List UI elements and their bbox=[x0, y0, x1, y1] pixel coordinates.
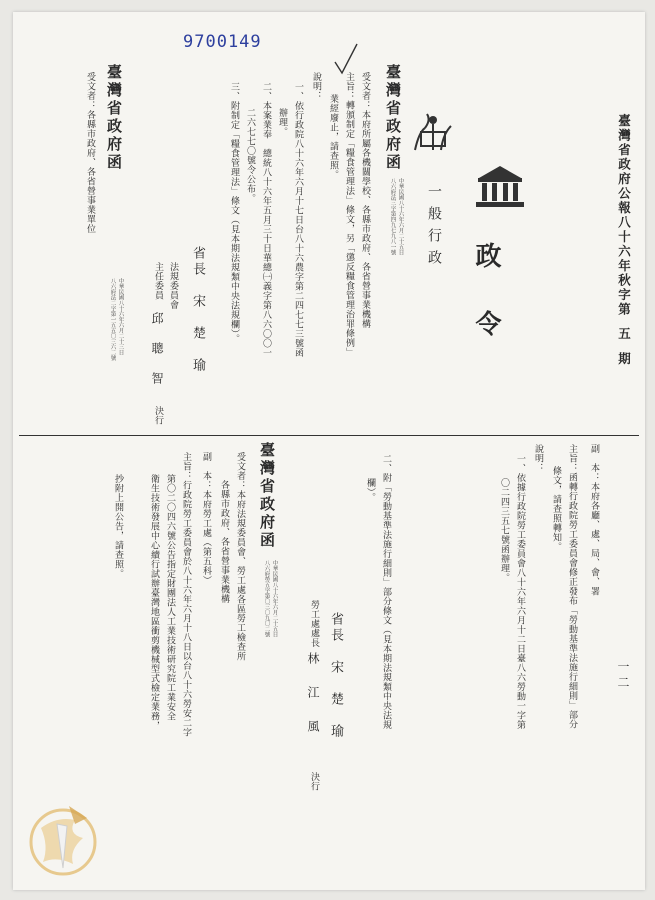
decree3-subject-4: 抄附上開公告，請查照。 bbox=[113, 474, 123, 579]
notice-subject-1: 主旨：函轉行政院勞工委員會修正發布「勞動基準法施行細則」部分 bbox=[567, 444, 577, 729]
notice-governor: 省長 宋 楚 瑜 bbox=[328, 612, 343, 740]
decree3-subject-3: 衛生技術發展中心續行試辦臺灣地區衝剪機械型式檢定業務， bbox=[149, 474, 159, 731]
decree3-date: 中華民國八十六年六月二十五日 bbox=[271, 560, 278, 637]
plant-emblem-icon bbox=[411, 110, 455, 152]
notice-item1-2: 〇二四三五七號函辦理。 bbox=[499, 478, 509, 583]
decree1-chair-label: 主任委員 bbox=[153, 262, 163, 300]
notice-item2-2: 欄）。 bbox=[365, 478, 375, 502]
library-watermark-icon bbox=[23, 798, 103, 878]
decree1-item3: 三、附制定「糧食管理法」條文（見本期法規類中央法規欄）。 bbox=[229, 82, 239, 344]
letter2-date: 中華民國八十六年六月二十三日 bbox=[117, 278, 124, 355]
letter2-recipients: 受文者：各縣市政府、各省營事業單位 bbox=[85, 72, 95, 234]
decree1-subject-1: 主旨：轉頒制定「糧食管理法」條文，另「懲反糧食管理治罪條例」 bbox=[344, 72, 354, 357]
decree3-copy: 副 本：本府勞工處（第五科） bbox=[201, 452, 211, 585]
decree1-proxy: 決行 bbox=[153, 406, 163, 425]
decree1-date: 中華民國八十六年六月二十五日 bbox=[397, 178, 404, 255]
gazette-title: 臺灣省政府公報八十六年秋字第五期 bbox=[616, 114, 632, 366]
decree1-governor: 省長 宋 楚 瑜 bbox=[190, 246, 205, 374]
notice-dept-label: 勞工處處長 bbox=[309, 600, 319, 648]
document-number-stamp: 9700149 bbox=[183, 32, 262, 52]
decree3-issuer: 臺灣省政府函 bbox=[258, 442, 276, 550]
section-title: 政 令 bbox=[471, 242, 501, 344]
notice-explain-label: 說明： bbox=[533, 444, 543, 473]
decree3-recipients-1: 受文者：本府法規委員會、勞工處各區勞工檢查所 bbox=[235, 452, 245, 661]
letter2-ref: 八六府法二字第一五五〇三六二號 bbox=[109, 278, 116, 361]
decree3-subject-1: 主旨：行政院勞工委員會於八十六年六月十八日以台八十六勞安二字 bbox=[181, 452, 191, 737]
decree1-item1-2: 辦理。 bbox=[277, 108, 287, 137]
notice-item2-1: 二、附「勞動基準法施行細則」部分條文（見本期法規類中央法規 bbox=[381, 454, 391, 730]
horizontal-divider bbox=[19, 435, 639, 436]
notice-item1-1: 一、依據行政院勞工委員會八十六年六月十二日臺八六勞動一字第 bbox=[515, 454, 525, 730]
decree1-subject-2: 業經廢止，請查照。 bbox=[328, 94, 338, 180]
decree1-item1-1: 一、依行政院八十六年六月十七日台八十六農字第二四七七三號函 bbox=[293, 82, 303, 358]
notice-subject-2: 條文，請查照轉知。 bbox=[551, 466, 561, 552]
decree3-ref: 八六府勞五字第〇三〇九〇二號 bbox=[263, 560, 270, 637]
building-seal-icon bbox=[473, 164, 527, 212]
letter2-issuer: 臺灣省政府函 bbox=[105, 64, 123, 172]
decree1-committee: 法規委員會 bbox=[168, 262, 178, 310]
decree3-recipients-2: 各縣市政府、各省營事業機構 bbox=[219, 480, 229, 604]
decree1-item2-1: 二、本案業奉 總統八十六年五月三十日華總㈠義字第八六〇〇一 bbox=[261, 82, 271, 358]
decree1-explain-label: 說明： bbox=[311, 72, 321, 101]
decree3-subject-2: 第〇二〇四六號公告指定財團法人工業技術研究院工業安全 bbox=[165, 474, 175, 721]
decree1-item2-2: 二六七七〇號令公布。 bbox=[245, 108, 255, 203]
decree1-recipients: 受文者：本府所屬各機關學校、各縣市政府、各省營事業機構 bbox=[360, 72, 370, 329]
lower-page-number: 一二 bbox=[616, 660, 630, 692]
decree1-ref: 八六府法三字第四九七九八一號 bbox=[389, 178, 396, 255]
notice-copy-line: 副 本：本府各廳、處、局、會、署 bbox=[589, 444, 599, 596]
notice-proxy: 決行 bbox=[309, 772, 319, 791]
gazette-page bbox=[13, 12, 645, 890]
notice-dept-head: 林 江 風 bbox=[306, 652, 320, 737]
decree1-issuer: 臺灣省政府函 bbox=[384, 64, 402, 172]
decree1-chair-name: 邱 聰 智 bbox=[150, 312, 164, 387]
section-category: 一般行政 bbox=[426, 184, 442, 272]
checkmark-icon bbox=[333, 42, 359, 76]
